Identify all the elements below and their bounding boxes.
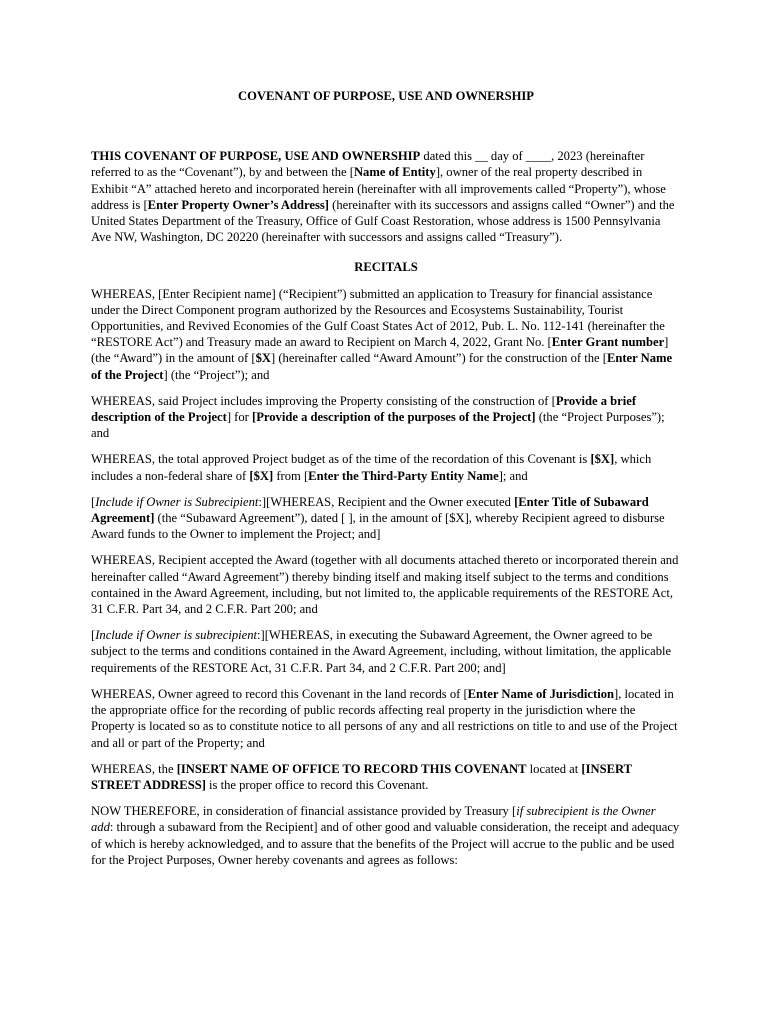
w3-text-2: , which includes a non-federal share of (91, 452, 652, 483)
w8-text-2: located at (526, 761, 582, 776)
document-page (91, 88, 681, 878)
w3-entity-placeholder: Enter the Third-Party Entity Name (308, 468, 499, 483)
intro-text-3: (hereinafter with its successors and assigns called “Owner”) and the United States Department of the Treasury, Office of Gulf Coast Restoration, whose address is 1500 Pennsylvania Ave NW, Washington, DC 20220 (hereinafter with successors and assigns called “Treasury”). (91, 197, 675, 245)
w8-text-1: WHEREAS, the (91, 761, 177, 776)
w1-text-4: ] (the “Project”); and (163, 367, 270, 382)
intro-text-1: dated this __ day of ____, 2023 (hereinafter referred to as the “Covenant”), by and between the [ (91, 149, 645, 180)
intro-paragraph (91, 148, 681, 245)
w8-address-placeholder: [INSERT STREET ADDRESS] (91, 761, 632, 792)
whereas-project-paragraph (91, 393, 681, 442)
w7-jurisdiction-placeholder: Enter Name of Jurisdiction (467, 686, 614, 701)
w1-text-3: ] (hereinafter called “Award Amount”) for the construction of the [ (271, 351, 607, 366)
w2-description-placeholder: Provide a brief description of the Project (91, 393, 637, 425)
now-therefore-paragraph (91, 803, 681, 868)
intro-address-placeholder: Enter Property Owner’s Address] (147, 197, 329, 212)
w2-text-2: ] for (226, 410, 253, 425)
whereas-award-paragraph (91, 286, 681, 383)
whereas-acceptance-paragraph: WHEREAS, Recipient accepted the Award (together with all documents attached thereto or incorporated therein and hereinafter called “Award Agreement”) thereby binding itself and making itself subject to the terms and conditions contained in the Award Agreement, including, but not limited to, the applicable requirements of the RESTORE Act, 31 C.F.R. Part 34, and 2 C.F.R. Part 200; and (91, 553, 679, 617)
w1-text-2: ] (the “Award”) in the amount of [ (91, 335, 669, 366)
w6-text-2: :][WHEREAS, in executing the Subaward Agreement, the Owner agreed to be subject to the terms and conditions contained in the Award Agreement, including, without limitation, the applicable requirements of the RESTORE Act, 31 C.F.R. Part 34, and 2 C.F.R. Part 200; and] (91, 628, 672, 675)
w1-text-1: WHEREAS, [Enter Recipient name] (“Recipient”) submitted an application to Treasury for financial assistance under the Direct Component program authorized by the Resources and Ecosystems Sustainability, Tourist Opportunities, and Revived Economies of the Gulf Coast States Act of 2012, Pub. L. No. 112-141 (hereinafter the “RESTORE Act”) and Treasury made an award to Recipient on March 4, 2022, Grant No. [ (91, 286, 665, 350)
w6-conditional-note: Include if Owner is subrecipient (95, 628, 258, 643)
w3-budget-placeholder: [$X] (590, 452, 615, 467)
w4-conditional-note: Include if Owner is Subrecipient (95, 494, 259, 509)
w2-text-1: WHEREAS, said Project includes improving the Property consisting of the construction of [ (91, 393, 556, 408)
w3-share-placeholder: [$X] (249, 468, 274, 483)
now-conditional-note: if subrecipient is the Owner add (91, 804, 656, 835)
w8-text-3: is the proper office to record this Covenant. (205, 777, 429, 792)
whereas-subaward-paragraph (91, 494, 681, 543)
whereas-budget-paragraph (91, 451, 681, 483)
intro-lead: THIS COVENANT OF PURPOSE, USE AND OWNERSHIP (91, 149, 421, 164)
w3-text-3: from [ (273, 468, 309, 483)
w7-text-1: WHEREAS, Owner agreed to record this Covenant in the land records of [ (91, 686, 468, 701)
w3-text-1: WHEREAS, the total approved Project budget as of the time of the recordation of this Covenant is (91, 452, 591, 467)
w2-text-3: (the “Project Purposes”); and (91, 410, 665, 441)
w1-project-placeholder: Enter Name of the Project (91, 351, 673, 382)
whereas-record-paragraph (91, 686, 681, 751)
w4-title-placeholder: [Enter Title of Subaward Agreement] (91, 494, 649, 526)
w1-grant-placeholder: Enter Grant number (551, 335, 665, 350)
intro-text-2: ], owner of the real property described in Exhibit “A” attached hereto and incorporated herein (hereinafter with all improvements called “Property”), whose address is [ (91, 165, 666, 212)
w4-text-1: [ (91, 494, 96, 509)
whereas-office-paragraph (91, 761, 681, 793)
whereas-subrecipient-paragraph (91, 627, 681, 676)
w3-text-4: ]; and (498, 468, 528, 483)
document-title: COVENANT OF PURPOSE, USE AND OWNERSHIP (238, 89, 534, 103)
w7-text-2: ], located in the appropriate office for the recording of public records affecting real property in the jurisdiction where the Property is located so as to constitute notice to all persons of any and all restrictions on title to and use of the Project and all or part of the Property; and (91, 686, 678, 750)
w6-text-1: [ (91, 628, 96, 643)
w2-purposes-placeholder: [Provide a description of the purposes of the Project] (252, 410, 536, 425)
w8-office-placeholder: [INSERT NAME OF OFFICE TO RECORD THIS COVENANT (176, 761, 527, 776)
now-text-2: : through a subaward from the Recipient] and of other good and valuable consideration, the receipt and adequacy of which is hereby acknowledged, and to assure that the benefits of the Project will accrue to the public and be used for the Project Purposes, Owner hereby covenants and agrees as follows: (91, 820, 680, 867)
now-text-1: NOW THEREFORE, in consideration of financial assistance provided by Treasury [ (91, 804, 517, 819)
w4-text-2: :][WHEREAS, Recipient and the Owner executed (258, 494, 515, 509)
recitals-heading: RECITALS (354, 260, 418, 275)
w4-text-3: (the “Subaward Agreement”), dated [ ], in the amount of [$X], whereby Recipient agreed to disburse Award funds to the Owner to implement the Project; and] (91, 511, 665, 542)
w1-amount-placeholder: $X (255, 351, 272, 366)
intro-entity-placeholder: Name of Entity (353, 165, 436, 180)
